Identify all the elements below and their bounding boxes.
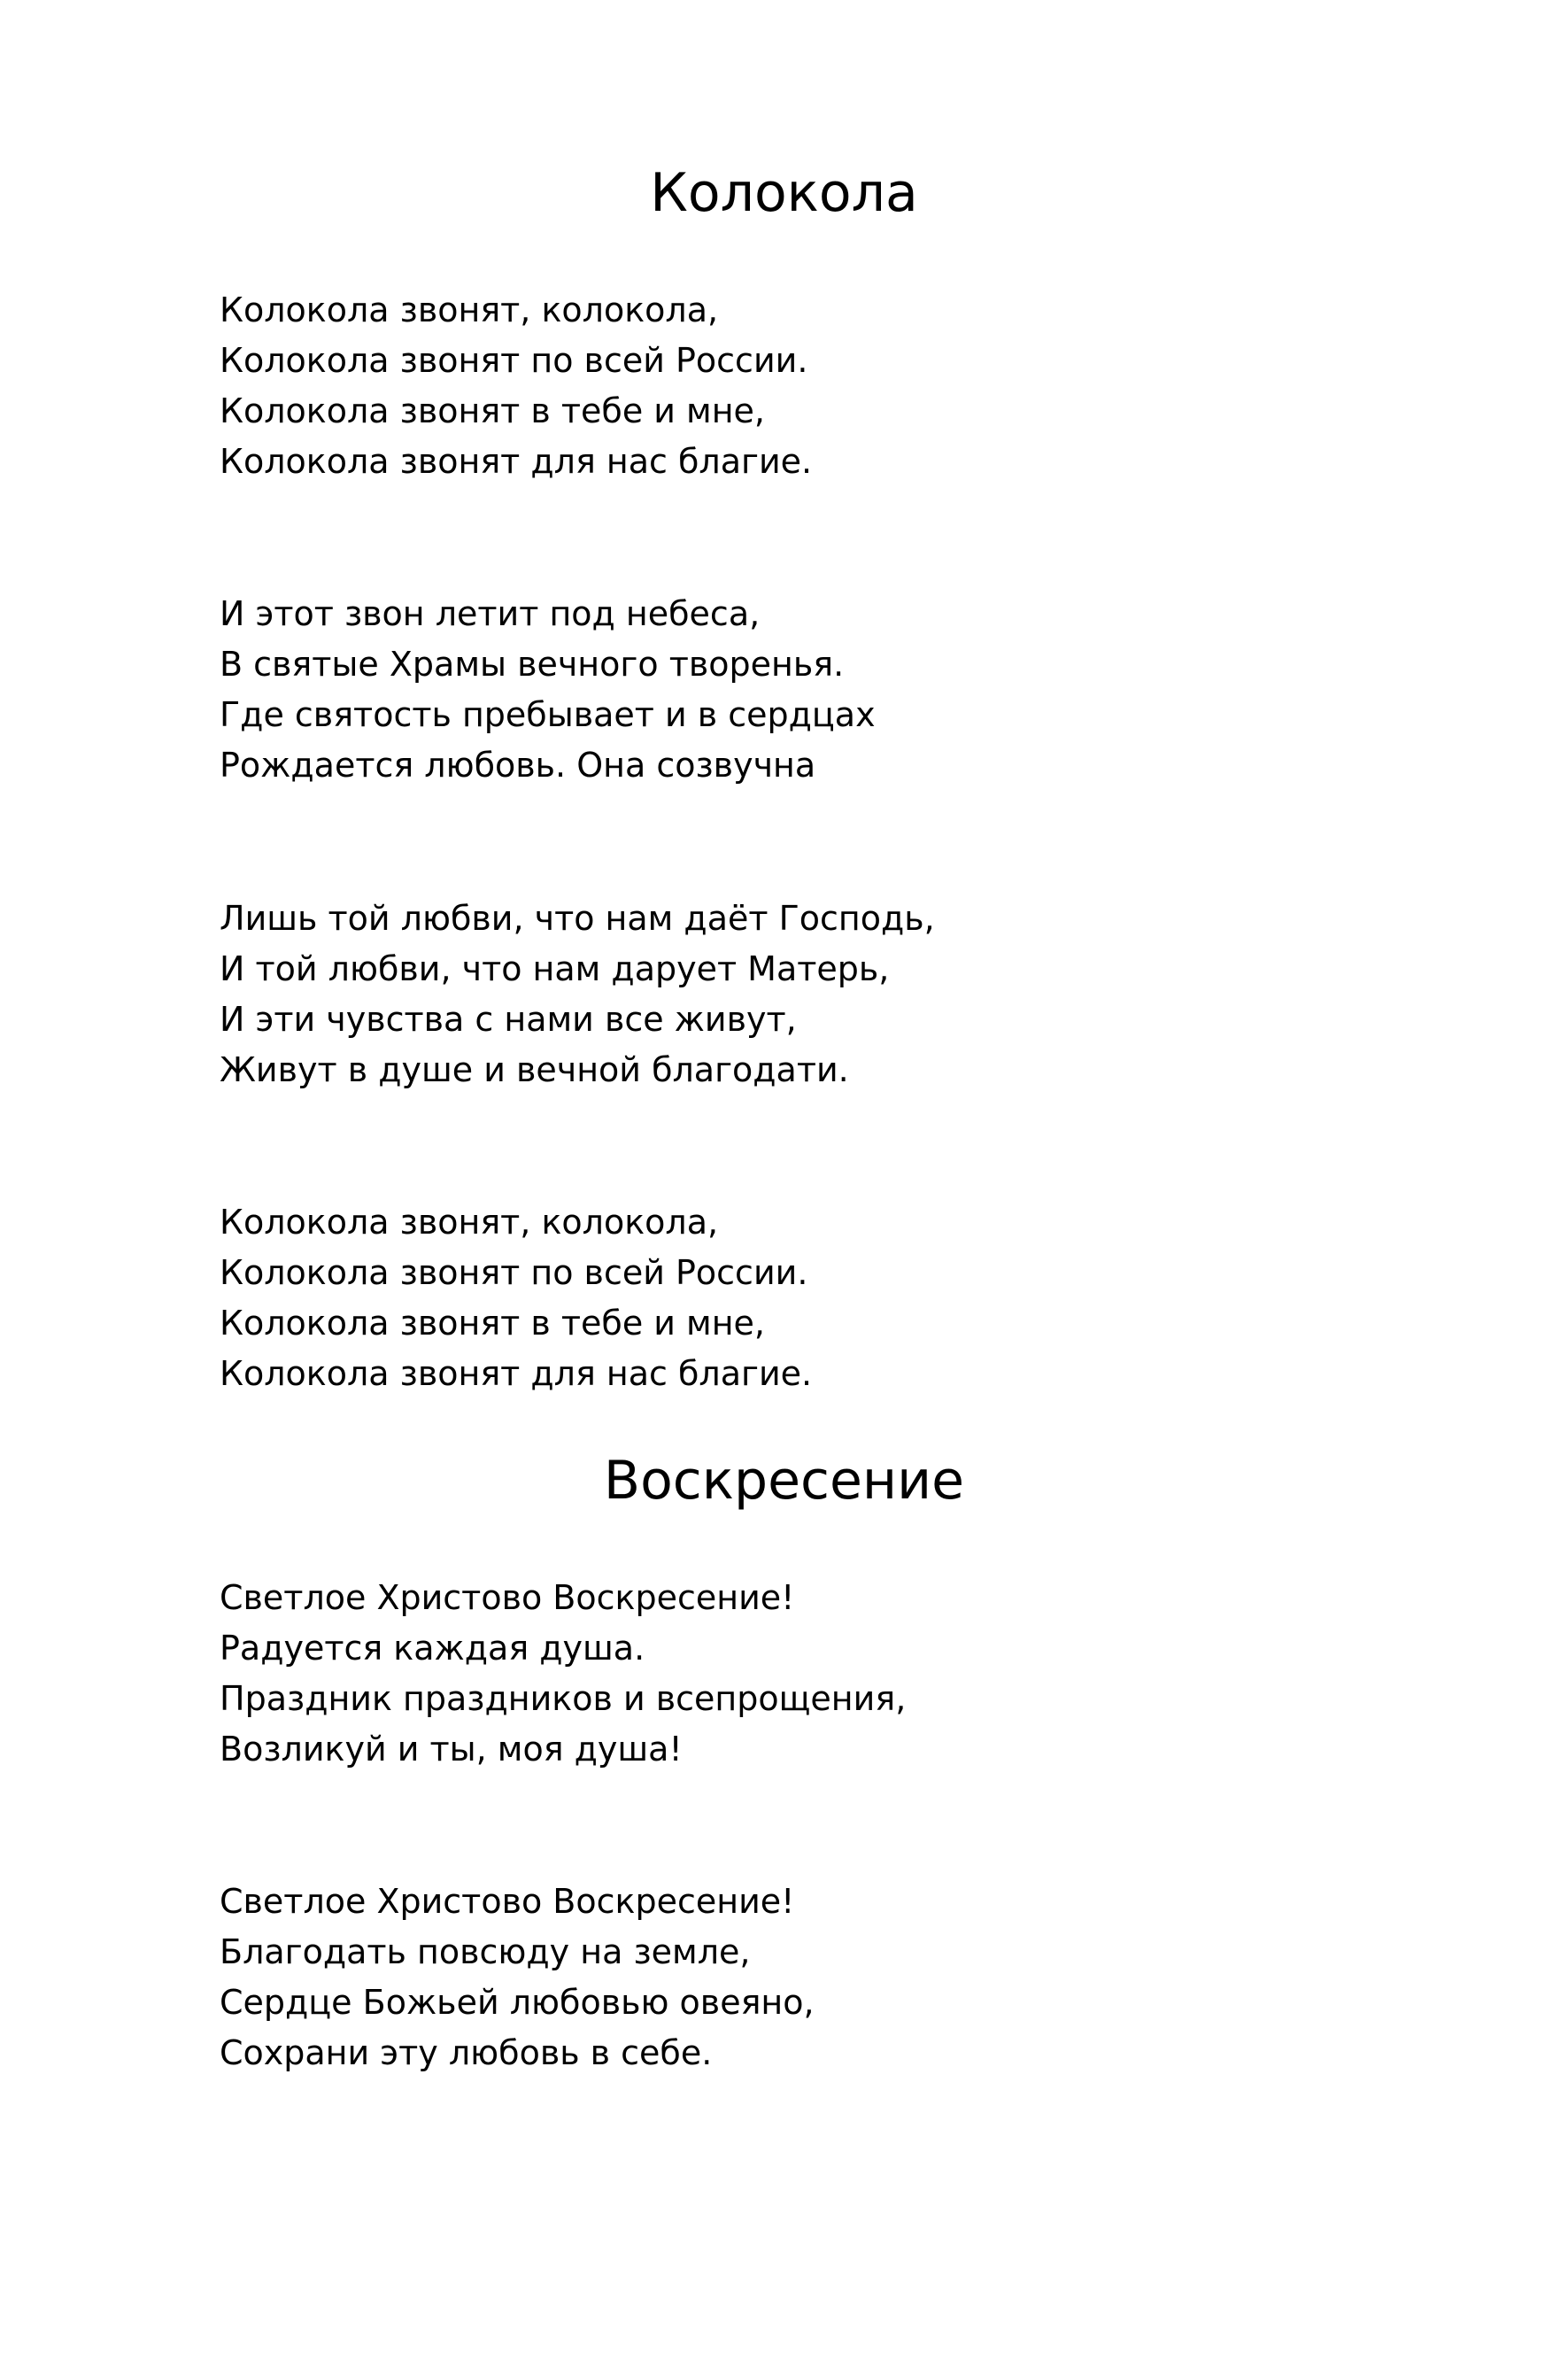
poem-line: Колокола звонят для нас благие. xyxy=(220,1354,813,1393)
stanza-6 xyxy=(220,1877,815,2078)
stanza-4 xyxy=(220,1197,812,1399)
poem-line: Колокола звонят в тебе и мне, xyxy=(220,1304,766,1343)
poem-line: Праздник праздников и всепрощения, xyxy=(220,1679,907,1718)
poem-line: Где святость пребывает и в сердцах xyxy=(220,695,876,734)
poem-line: Светлое Христово Воскресение! xyxy=(220,1882,795,1921)
poem-line: Колокола звонят по всей России. xyxy=(220,1253,808,1292)
stanza-5 xyxy=(220,1573,906,1775)
poem-line: Лишь той любви, что нам даёт Господь, xyxy=(220,899,935,938)
poem-line: И этот звон летит под небеса, xyxy=(220,594,761,633)
stanza-3 xyxy=(220,894,935,1095)
poem-line: Сохрани эту любовь в себе. xyxy=(220,2033,713,2072)
poem-line: Колокола звонят, колокола, xyxy=(220,1203,719,1242)
poem-line: Колокола звонят для нас благие. xyxy=(220,442,813,481)
poem-title-voskresenie: Воскресение xyxy=(603,1450,965,1512)
poem-line: Колокола звонят по всей России. xyxy=(220,341,808,380)
poem-line: Колокола звонят в тебе и мне, xyxy=(220,391,766,430)
poem-line: Радуется каждая душа. xyxy=(220,1629,645,1668)
poem-line: Живут в душе и вечной благодати. xyxy=(220,1050,849,1089)
poem-line: Благодать повсюду на земле, xyxy=(220,1932,751,1971)
poem-line: Светлое Христово Воскресение! xyxy=(220,1578,795,1617)
stanza-1 xyxy=(220,285,812,487)
poem-line: И той любви, что нам дарует Матерь, xyxy=(220,949,890,988)
poem-line: В святые Храмы вечного творенья. xyxy=(220,645,845,684)
poem-line: Возликуй и ты, моя душа! xyxy=(220,1730,683,1769)
poem-line: Рождается любовь. Она созвучна xyxy=(220,746,816,785)
poem-line: И эти чувства с нами все живут, xyxy=(220,1000,797,1039)
stanza-2 xyxy=(220,589,876,791)
poem-title-kolokola: Колокола xyxy=(650,162,918,224)
poem-line: Сердце Божьей любовью овеяно, xyxy=(220,1983,815,2022)
poem-line: Колокола звонят, колокола, xyxy=(220,290,719,329)
